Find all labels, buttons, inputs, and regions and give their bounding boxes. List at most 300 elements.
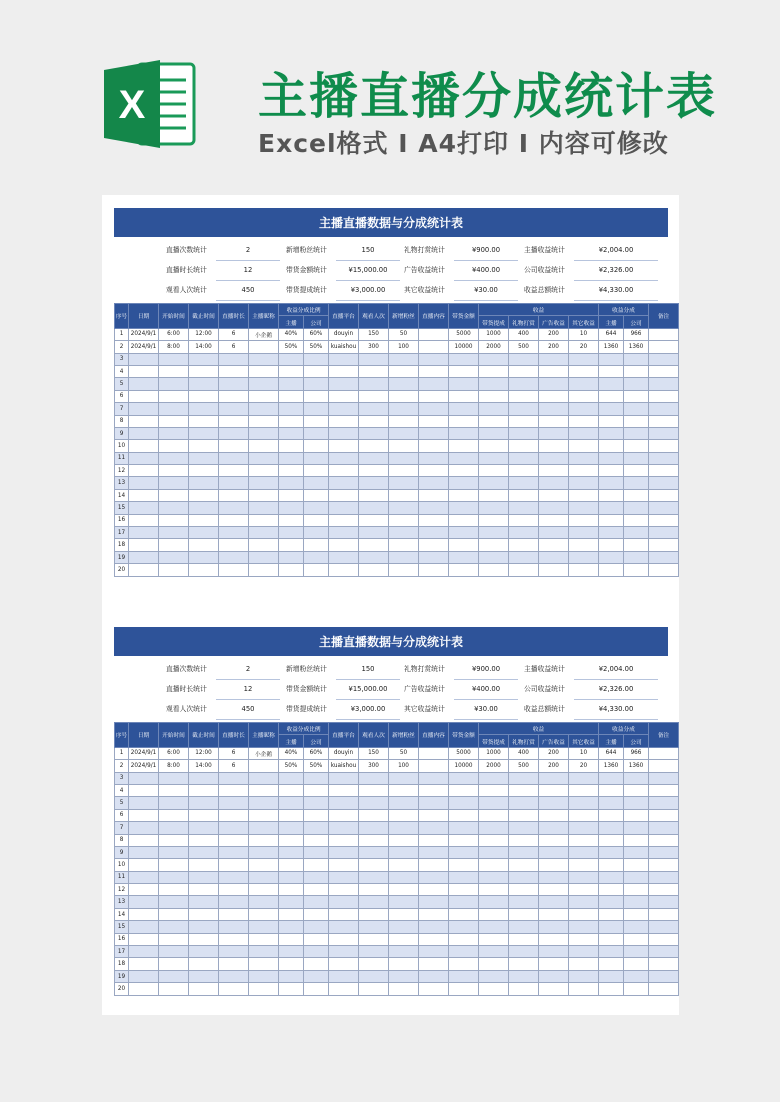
table-cell[interactable]	[649, 390, 679, 402]
table-cell[interactable]	[359, 489, 389, 501]
table-cell[interactable]	[449, 871, 479, 883]
table-cell[interactable]	[159, 353, 189, 365]
table-cell[interactable]	[249, 871, 279, 883]
table-cell[interactable]	[304, 390, 329, 402]
table-cell[interactable]	[329, 822, 359, 834]
table-cell[interactable]	[449, 440, 479, 452]
table-cell[interactable]	[624, 502, 649, 514]
table-cell[interactable]	[249, 822, 279, 834]
table-cell[interactable]	[569, 921, 599, 933]
table-cell[interactable]	[479, 859, 509, 871]
table-cell[interactable]	[624, 477, 649, 489]
table-cell[interactable]	[509, 465, 539, 477]
table-cell[interactable]	[219, 551, 249, 563]
table-cell[interactable]	[509, 908, 539, 920]
table-cell[interactable]	[509, 390, 539, 402]
table-cell[interactable]	[569, 884, 599, 896]
table-cell[interactable]	[569, 465, 599, 477]
table-cell[interactable]	[569, 983, 599, 995]
table-cell[interactable]	[419, 871, 449, 883]
table-cell[interactable]	[329, 933, 359, 945]
table-cell[interactable]	[329, 353, 359, 365]
table-cell[interactable]	[599, 403, 624, 415]
table-cell[interactable]	[624, 440, 649, 452]
table-cell[interactable]: 200	[539, 341, 569, 353]
table-cell[interactable]	[624, 353, 649, 365]
table-cell[interactable]	[599, 846, 624, 858]
table-cell[interactable]	[449, 415, 479, 427]
table-cell[interactable]	[419, 859, 449, 871]
table-cell[interactable]	[649, 958, 679, 970]
table-cell[interactable]: 10000	[449, 760, 479, 772]
table-cell[interactable]	[129, 390, 159, 402]
table-cell[interactable]: 18	[115, 958, 129, 970]
table-cell[interactable]	[219, 822, 249, 834]
table-cell[interactable]	[389, 427, 419, 439]
table-cell[interactable]	[449, 551, 479, 563]
table-cell[interactable]	[129, 784, 159, 796]
table-cell[interactable]	[509, 527, 539, 539]
table-cell[interactable]	[569, 846, 599, 858]
table-cell[interactable]	[569, 551, 599, 563]
table-cell[interactable]	[159, 983, 189, 995]
table-cell[interactable]	[129, 933, 159, 945]
summary-value[interactable]: ¥4,330.00	[574, 700, 658, 720]
table-cell[interactable]: 200	[539, 328, 569, 340]
table-cell[interactable]: 1360	[624, 341, 649, 353]
table-cell[interactable]	[249, 514, 279, 526]
table-cell[interactable]	[419, 551, 449, 563]
table-cell[interactable]	[279, 527, 304, 539]
table-cell[interactable]: 4	[115, 784, 129, 796]
table-cell[interactable]	[219, 933, 249, 945]
table-cell[interactable]	[219, 427, 249, 439]
table-cell[interactable]	[509, 921, 539, 933]
table-cell[interactable]	[279, 859, 304, 871]
table-cell[interactable]	[389, 822, 419, 834]
table-cell[interactable]: 2024/9/1	[129, 747, 159, 759]
table-cell[interactable]	[449, 353, 479, 365]
table-cell[interactable]	[479, 353, 509, 365]
table-cell[interactable]	[649, 477, 679, 489]
table-cell[interactable]	[569, 390, 599, 402]
table-cell[interactable]: 6	[115, 390, 129, 402]
table-cell[interactable]	[304, 353, 329, 365]
table-cell[interactable]	[359, 427, 389, 439]
table-cell[interactable]	[539, 514, 569, 526]
table-cell[interactable]	[419, 933, 449, 945]
table-cell[interactable]	[419, 921, 449, 933]
table-cell[interactable]	[249, 452, 279, 464]
table-cell[interactable]: kuaishou	[329, 760, 359, 772]
table-cell[interactable]: 12:00	[189, 328, 219, 340]
table-cell[interactable]	[329, 477, 359, 489]
table-cell[interactable]	[419, 415, 449, 427]
table-cell[interactable]	[359, 514, 389, 526]
table-cell[interactable]	[649, 784, 679, 796]
table-cell[interactable]: 20	[115, 983, 129, 995]
table-cell[interactable]	[189, 551, 219, 563]
table-cell[interactable]	[479, 834, 509, 846]
table-cell[interactable]	[249, 921, 279, 933]
table-cell[interactable]	[569, 564, 599, 576]
table-cell[interactable]	[419, 983, 449, 995]
table-cell[interactable]	[539, 564, 569, 576]
table-cell[interactable]	[419, 465, 449, 477]
table-cell[interactable]	[509, 452, 539, 464]
table-cell[interactable]	[359, 564, 389, 576]
table-cell[interactable]	[329, 809, 359, 821]
table-cell[interactable]	[509, 834, 539, 846]
summary-value[interactable]: ¥2,004.00	[574, 241, 658, 261]
table-cell[interactable]	[569, 772, 599, 784]
table-cell[interactable]	[129, 502, 159, 514]
table-cell[interactable]: 3	[115, 772, 129, 784]
table-cell[interactable]	[249, 415, 279, 427]
table-cell[interactable]: 12:00	[189, 747, 219, 759]
table-cell[interactable]	[389, 489, 419, 501]
table-cell[interactable]	[649, 440, 679, 452]
table-cell[interactable]	[649, 502, 679, 514]
table-cell[interactable]	[599, 390, 624, 402]
table-cell[interactable]	[479, 403, 509, 415]
table-cell[interactable]	[304, 970, 329, 982]
table-cell[interactable]: 17	[115, 946, 129, 958]
table-cell[interactable]	[329, 403, 359, 415]
table-cell[interactable]	[389, 784, 419, 796]
table-cell[interactable]: 7	[115, 822, 129, 834]
table-cell[interactable]	[329, 784, 359, 796]
table-cell[interactable]	[599, 970, 624, 982]
table-cell[interactable]	[304, 465, 329, 477]
table-cell[interactable]	[129, 859, 159, 871]
table-cell[interactable]	[509, 564, 539, 576]
table-cell[interactable]	[479, 564, 509, 576]
table-cell[interactable]	[329, 896, 359, 908]
table-cell[interactable]	[329, 921, 359, 933]
table-cell[interactable]	[479, 946, 509, 958]
table-cell[interactable]	[509, 797, 539, 809]
table-cell[interactable]	[449, 378, 479, 390]
table-cell[interactable]: 50%	[279, 760, 304, 772]
table-cell[interactable]	[624, 809, 649, 821]
table-cell[interactable]	[279, 846, 304, 858]
table-cell[interactable]	[279, 427, 304, 439]
table-cell[interactable]	[599, 465, 624, 477]
table-cell[interactable]: 60%	[304, 328, 329, 340]
table-cell[interactable]	[389, 896, 419, 908]
table-cell[interactable]	[359, 946, 389, 958]
table-cell[interactable]	[189, 415, 219, 427]
table-cell[interactable]	[359, 539, 389, 551]
table-cell[interactable]	[509, 884, 539, 896]
table-cell[interactable]	[159, 946, 189, 958]
table-cell[interactable]: 14	[115, 908, 129, 920]
table-cell[interactable]	[279, 365, 304, 377]
table-cell[interactable]	[189, 772, 219, 784]
table-cell[interactable]	[449, 958, 479, 970]
table-cell[interactable]	[279, 908, 304, 920]
table-cell[interactable]	[509, 539, 539, 551]
table-cell[interactable]	[599, 440, 624, 452]
table-cell[interactable]	[649, 896, 679, 908]
table-cell[interactable]	[479, 958, 509, 970]
table-cell[interactable]	[189, 896, 219, 908]
table-cell[interactable]	[479, 465, 509, 477]
table-cell[interactable]	[219, 784, 249, 796]
table-cell[interactable]	[159, 477, 189, 489]
summary-value[interactable]: ¥2,326.00	[574, 261, 658, 281]
table-cell[interactable]	[479, 477, 509, 489]
table-cell[interactable]	[249, 465, 279, 477]
table-cell[interactable]	[249, 527, 279, 539]
summary-value[interactable]: ¥900.00	[454, 241, 518, 261]
table-cell[interactable]	[449, 427, 479, 439]
table-cell[interactable]	[539, 846, 569, 858]
table-cell[interactable]	[159, 884, 189, 896]
table-cell[interactable]	[129, 489, 159, 501]
table-cell[interactable]	[329, 884, 359, 896]
table-cell[interactable]	[389, 440, 419, 452]
table-cell[interactable]	[329, 859, 359, 871]
table-cell[interactable]	[159, 809, 189, 821]
table-cell[interactable]	[649, 760, 679, 772]
table-cell[interactable]	[189, 908, 219, 920]
table-cell[interactable]	[159, 834, 189, 846]
table-cell[interactable]	[189, 465, 219, 477]
table-cell[interactable]	[539, 871, 569, 883]
table-cell[interactable]	[599, 921, 624, 933]
table-cell[interactable]	[389, 514, 419, 526]
table-cell[interactable]	[649, 921, 679, 933]
table-cell[interactable]	[449, 896, 479, 908]
summary-value[interactable]: ¥2,004.00	[574, 660, 658, 680]
table-cell[interactable]	[359, 896, 389, 908]
table-cell[interactable]	[509, 859, 539, 871]
table-cell[interactable]	[129, 465, 159, 477]
table-cell[interactable]: 10	[115, 440, 129, 452]
table-cell[interactable]	[304, 797, 329, 809]
table-cell[interactable]	[539, 353, 569, 365]
table-cell[interactable]	[159, 822, 189, 834]
table-cell[interactable]	[279, 822, 304, 834]
table-cell[interactable]	[539, 403, 569, 415]
table-cell[interactable]	[389, 970, 419, 982]
table-cell[interactable]	[279, 378, 304, 390]
table-cell[interactable]	[189, 809, 219, 821]
table-cell[interactable]	[389, 527, 419, 539]
table-cell[interactable]	[304, 772, 329, 784]
table-cell[interactable]	[389, 809, 419, 821]
table-cell[interactable]	[129, 564, 159, 576]
table-cell[interactable]	[129, 353, 159, 365]
table-cell[interactable]	[624, 822, 649, 834]
table-cell[interactable]	[129, 477, 159, 489]
table-cell[interactable]	[449, 489, 479, 501]
table-cell[interactable]	[129, 946, 159, 958]
table-cell[interactable]	[569, 539, 599, 551]
table-cell[interactable]: 200	[539, 760, 569, 772]
table-cell[interactable]	[189, 859, 219, 871]
table-cell[interactable]	[419, 958, 449, 970]
table-cell[interactable]	[249, 489, 279, 501]
table-cell[interactable]	[304, 921, 329, 933]
table-cell[interactable]	[279, 921, 304, 933]
table-cell[interactable]	[249, 983, 279, 995]
table-cell[interactable]	[569, 970, 599, 982]
table-cell[interactable]: 200	[539, 747, 569, 759]
table-cell[interactable]	[249, 502, 279, 514]
table-cell[interactable]	[649, 564, 679, 576]
table-cell[interactable]: 8	[115, 834, 129, 846]
table-cell[interactable]	[359, 551, 389, 563]
table-cell[interactable]	[329, 846, 359, 858]
table-cell[interactable]	[419, 822, 449, 834]
table-cell[interactable]	[419, 884, 449, 896]
table-cell[interactable]	[479, 908, 509, 920]
table-cell[interactable]	[449, 822, 479, 834]
table-cell[interactable]	[329, 908, 359, 920]
table-cell[interactable]	[129, 514, 159, 526]
table-cell[interactable]	[479, 846, 509, 858]
table-cell[interactable]	[279, 489, 304, 501]
table-cell[interactable]	[569, 477, 599, 489]
summary-value[interactable]: ¥15,000.00	[336, 261, 400, 281]
table-cell[interactable]	[539, 427, 569, 439]
table-cell[interactable]	[599, 946, 624, 958]
table-cell[interactable]: 8	[115, 415, 129, 427]
table-cell[interactable]	[449, 784, 479, 796]
table-cell[interactable]	[539, 365, 569, 377]
table-cell[interactable]	[159, 772, 189, 784]
table-cell[interactable]	[189, 958, 219, 970]
table-cell[interactable]	[569, 502, 599, 514]
table-cell[interactable]	[189, 539, 219, 551]
table-cell[interactable]	[539, 933, 569, 945]
table-cell[interactable]	[304, 539, 329, 551]
table-cell[interactable]	[359, 440, 389, 452]
summary-value[interactable]: 2	[216, 660, 280, 680]
table-cell[interactable]	[359, 527, 389, 539]
table-cell[interactable]	[279, 415, 304, 427]
table-cell[interactable]	[219, 378, 249, 390]
table-cell[interactable]	[449, 921, 479, 933]
table-cell[interactable]	[539, 415, 569, 427]
table-cell[interactable]	[329, 539, 359, 551]
table-cell[interactable]	[249, 390, 279, 402]
table-cell[interactable]	[624, 564, 649, 576]
table-cell[interactable]	[419, 390, 449, 402]
table-cell[interactable]	[219, 859, 249, 871]
table-cell[interactable]	[219, 489, 249, 501]
table-cell[interactable]	[479, 378, 509, 390]
table-cell[interactable]	[129, 415, 159, 427]
table-cell[interactable]: 2	[115, 341, 129, 353]
table-cell[interactable]	[189, 871, 219, 883]
table-cell[interactable]	[509, 871, 539, 883]
table-cell[interactable]	[129, 797, 159, 809]
table-cell[interactable]	[539, 784, 569, 796]
table-cell[interactable]	[509, 846, 539, 858]
table-cell[interactable]	[219, 477, 249, 489]
table-cell[interactable]	[129, 921, 159, 933]
table-cell[interactable]	[449, 933, 479, 945]
table-cell[interactable]	[159, 390, 189, 402]
table-cell[interactable]	[599, 353, 624, 365]
table-cell[interactable]	[249, 365, 279, 377]
table-cell[interactable]	[189, 946, 219, 958]
table-cell[interactable]	[599, 514, 624, 526]
table-cell[interactable]	[359, 353, 389, 365]
table-cell[interactable]	[419, 489, 449, 501]
table-cell[interactable]: 3	[115, 353, 129, 365]
table-cell[interactable]	[509, 427, 539, 439]
table-cell[interactable]	[479, 551, 509, 563]
table-cell[interactable]	[304, 933, 329, 945]
table-cell[interactable]	[649, 834, 679, 846]
table-cell[interactable]	[569, 452, 599, 464]
table-cell[interactable]	[569, 440, 599, 452]
table-cell[interactable]: kuaishou	[329, 341, 359, 353]
table-cell[interactable]	[189, 489, 219, 501]
table-cell[interactable]	[539, 502, 569, 514]
table-cell[interactable]: 6	[219, 760, 249, 772]
table-cell[interactable]	[419, 477, 449, 489]
table-cell[interactable]	[189, 884, 219, 896]
table-cell[interactable]	[649, 328, 679, 340]
table-cell[interactable]	[539, 539, 569, 551]
table-cell[interactable]	[649, 970, 679, 982]
table-cell[interactable]: 644	[599, 328, 624, 340]
table-cell[interactable]: 150	[359, 328, 389, 340]
table-cell[interactable]	[329, 772, 359, 784]
table-cell[interactable]	[249, 970, 279, 982]
table-cell[interactable]	[189, 502, 219, 514]
table-cell[interactable]	[249, 784, 279, 796]
table-cell[interactable]: 9	[115, 427, 129, 439]
table-cell[interactable]	[624, 403, 649, 415]
table-cell[interactable]	[569, 896, 599, 908]
table-cell[interactable]	[304, 908, 329, 920]
table-cell[interactable]	[359, 772, 389, 784]
table-cell[interactable]	[329, 365, 359, 377]
table-cell[interactable]	[389, 908, 419, 920]
table-cell[interactable]	[599, 784, 624, 796]
table-cell[interactable]	[129, 846, 159, 858]
table-cell[interactable]: 11	[115, 871, 129, 883]
table-cell[interactable]	[189, 390, 219, 402]
summary-value[interactable]: ¥30.00	[454, 281, 518, 301]
table-cell[interactable]	[449, 514, 479, 526]
table-cell[interactable]: 2000	[479, 760, 509, 772]
table-cell[interactable]	[359, 884, 389, 896]
table-cell[interactable]	[649, 983, 679, 995]
table-cell[interactable]	[479, 797, 509, 809]
table-cell[interactable]	[569, 353, 599, 365]
table-cell[interactable]	[304, 502, 329, 514]
table-cell[interactable]	[449, 809, 479, 821]
table-cell[interactable]	[279, 353, 304, 365]
table-cell[interactable]	[304, 564, 329, 576]
table-cell[interactable]: 966	[624, 747, 649, 759]
table-cell[interactable]	[419, 328, 449, 340]
table-cell[interactable]	[159, 958, 189, 970]
table-cell[interactable]	[624, 797, 649, 809]
table-cell[interactable]	[419, 427, 449, 439]
table-cell[interactable]	[359, 871, 389, 883]
table-cell[interactable]	[359, 403, 389, 415]
table-cell[interactable]	[479, 539, 509, 551]
